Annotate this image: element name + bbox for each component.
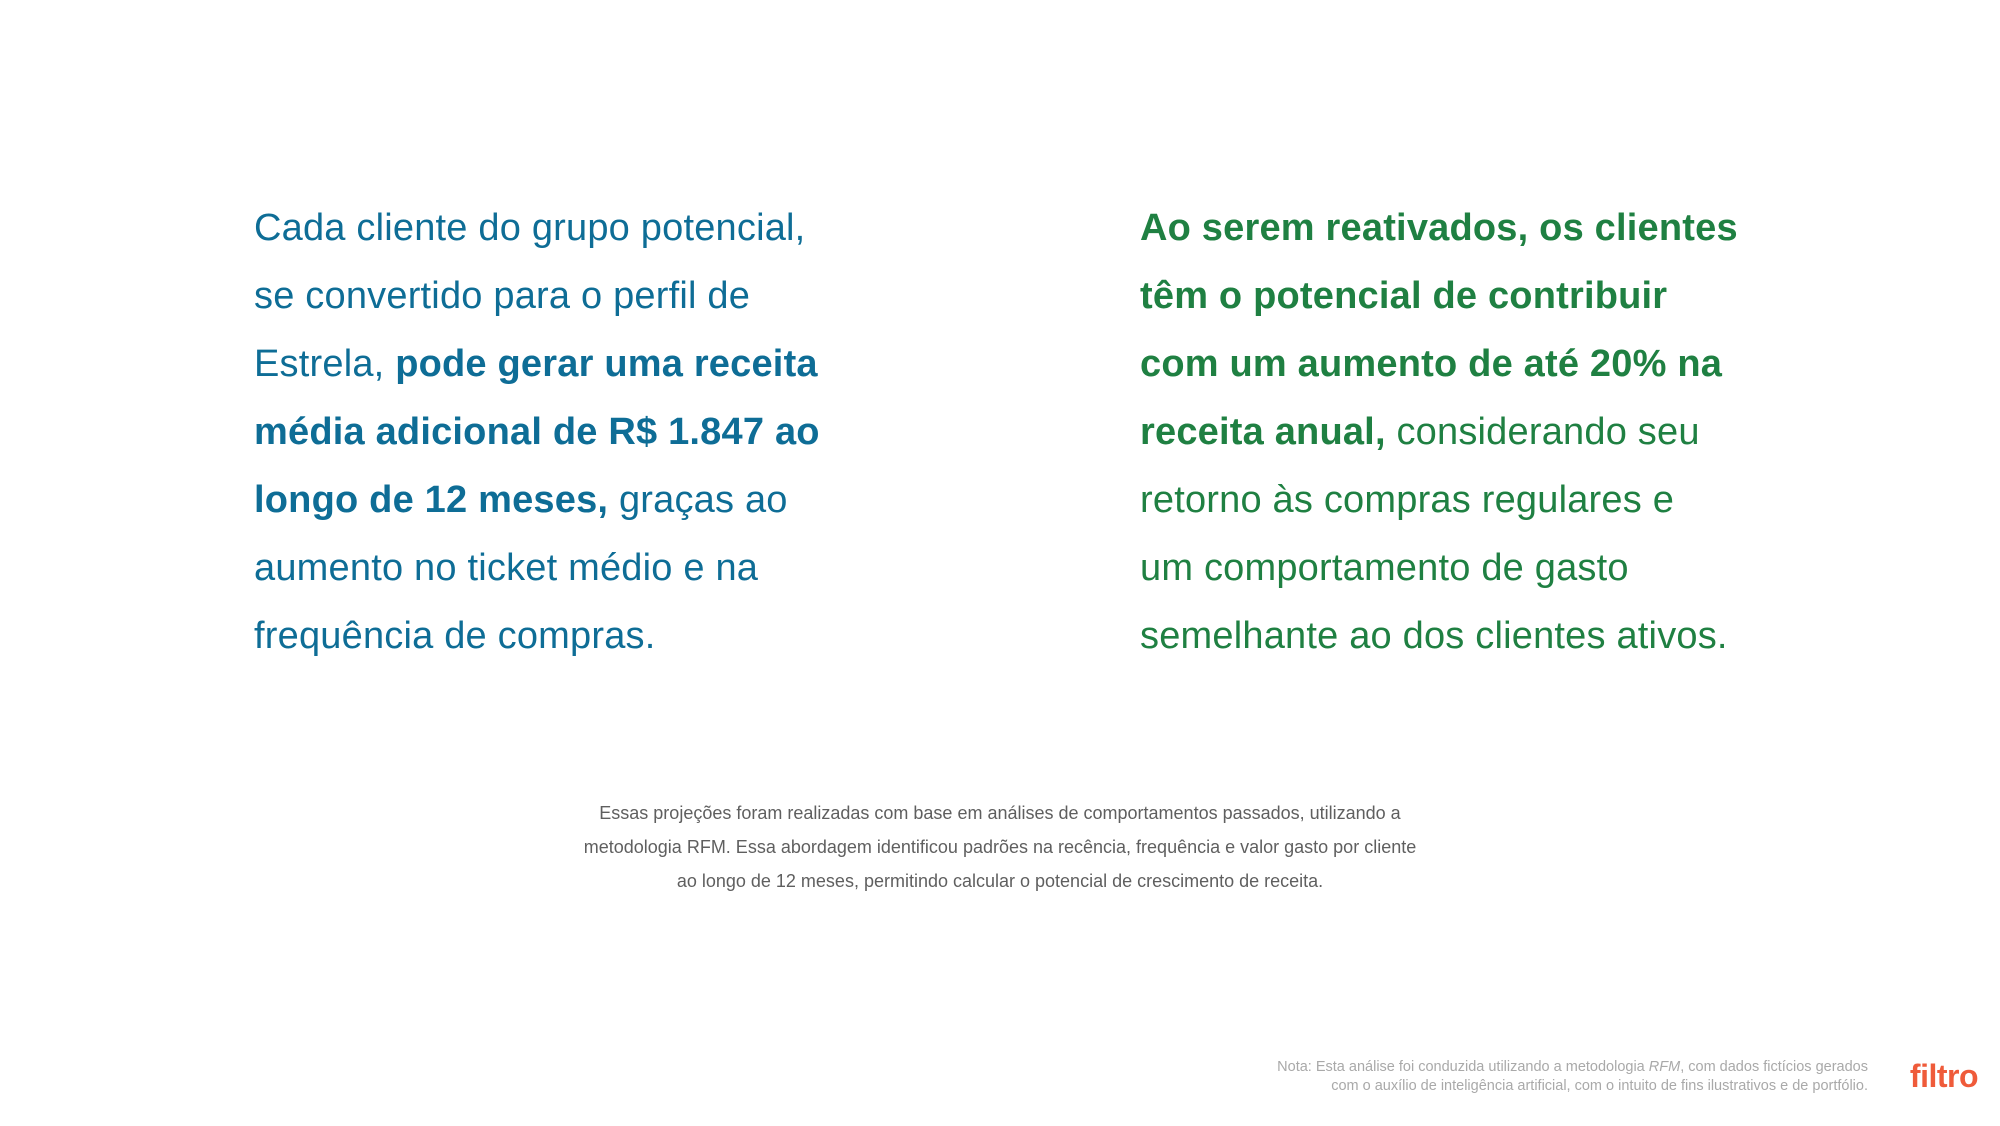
footnote-line-2: com o auxílio de inteligência artificial, com o intuito de fins ilustrativos e de portfólio. bbox=[1331, 1078, 1868, 1094]
left-line-4 bbox=[254, 398, 874, 466]
methodology-line-2: metodologia RFM. Essa abordagem identificou padrões na recência, frequência e valor gasto por cliente bbox=[583, 837, 1417, 857]
footnote-line-1 bbox=[1108, 1058, 1868, 1077]
right-line-4-bold: receita anual, bbox=[1140, 411, 1386, 453]
right-line-4 bbox=[1140, 398, 1780, 466]
left-line-3-regular: Estrela, bbox=[254, 343, 396, 385]
left-line-4-bold: média adicional de R$ 1.847 ao bbox=[254, 411, 820, 453]
right-line-3-bold: com um aumento de até 20% na bbox=[1140, 343, 1723, 385]
right-line-1-bold: Ao serem reativados, os clientes bbox=[1140, 207, 1738, 249]
left-line-5-bold: longo de 12 meses, bbox=[254, 479, 609, 521]
right-line-6: um comportamento de gasto bbox=[1140, 547, 1629, 589]
left-line-5-regular: graças ao bbox=[608, 479, 788, 521]
footnote-line-1-start: Nota: Esta análise foi conduzida utilizando a metodologia bbox=[1277, 1059, 1649, 1075]
methodology-line-3: ao longo de 12 meses, permitindo calcular o potencial de crescimento de receita. bbox=[676, 871, 1324, 891]
footnote-rfm: RFM bbox=[1648, 1059, 1681, 1075]
left-line-2: se convertido para o perfil de bbox=[254, 275, 751, 317]
left-line-3-bold: pode gerar uma receita bbox=[395, 343, 818, 385]
left-line-7: frequência de compras. bbox=[254, 615, 656, 657]
footnote-line-1-end: , com dados fictícios gerados bbox=[1680, 1059, 1868, 1075]
right-line-1 bbox=[1140, 194, 1780, 262]
filtro-logo: filtro bbox=[1909, 1058, 1978, 1094]
left-line-1: Cada cliente do grupo potencial, bbox=[254, 207, 806, 249]
right-paragraph bbox=[1140, 194, 1780, 670]
right-line-4-regular: considerando seu bbox=[1385, 411, 1700, 453]
methodology-line-1: Essas projeções foram realizadas com base em análises de comportamentos passados, utilizando a bbox=[599, 803, 1401, 823]
footnote bbox=[1108, 1058, 1868, 1096]
left-line-3 bbox=[254, 330, 874, 398]
right-line-5: retorno às compras regulares e bbox=[1140, 479, 1675, 521]
left-line-6: aumento no ticket médio e na bbox=[254, 547, 759, 589]
methodology-paragraph bbox=[500, 796, 1500, 898]
right-line-3 bbox=[1140, 330, 1780, 398]
left-paragraph bbox=[254, 194, 874, 670]
right-line-2 bbox=[1140, 262, 1780, 330]
left-line-5 bbox=[254, 466, 874, 534]
right-line-2-bold: têm o potencial de contribuir bbox=[1140, 275, 1668, 317]
right-line-7: semelhante ao dos clientes ativos. bbox=[1140, 615, 1728, 657]
